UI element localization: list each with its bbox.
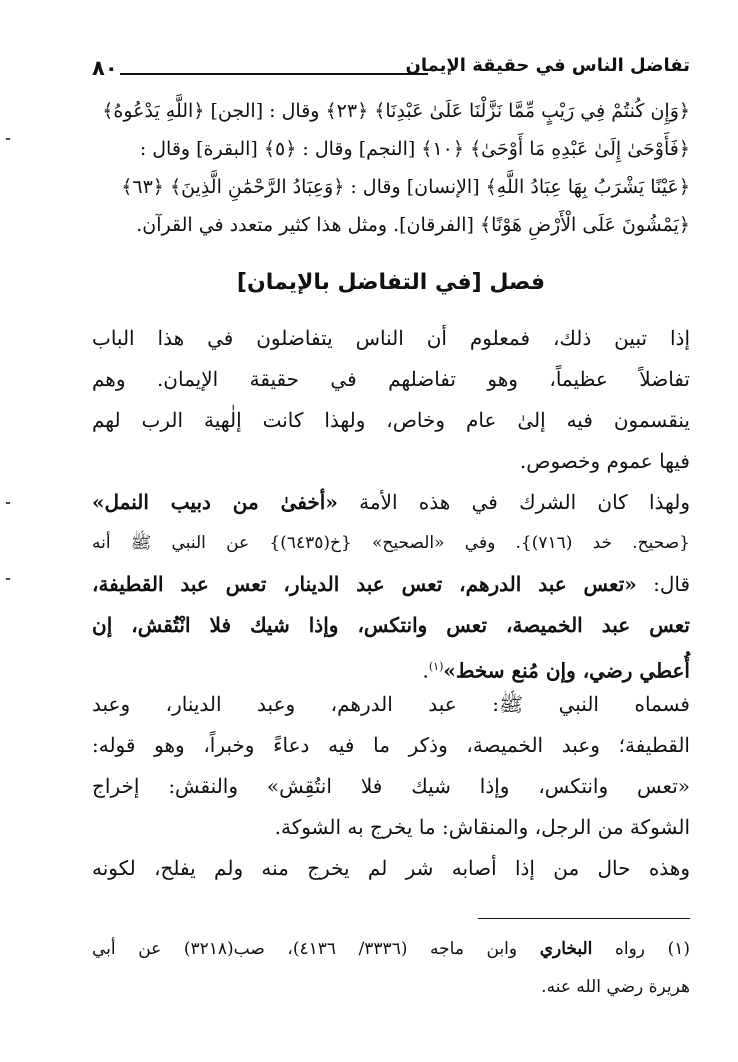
source-name: البخاري xyxy=(539,939,593,959)
paragraph-4 xyxy=(92,848,690,889)
text-line: إذا تبين ذلك، فمعلوم أن الناس يتفاضلون في هذا الباب xyxy=(92,326,690,350)
paragraph-1 xyxy=(92,318,690,482)
paragraph-3 xyxy=(92,684,690,848)
page-number: ٨٠ xyxy=(92,56,118,80)
hadith-quote-line: تعس عبد الخميصة، تعس وانتكس، وإذا شيك فلا انْتُقش، إن xyxy=(92,613,690,637)
margin-mark xyxy=(6,578,10,580)
header-rule xyxy=(120,73,428,75)
footnote-line xyxy=(92,930,690,968)
text-line: «تعس وانتكس، وإذا شيك فلا انتُقِش» والنقش: إخراج xyxy=(92,774,690,798)
text-span: (١) رواه xyxy=(614,939,690,959)
paragraph-2 xyxy=(92,482,690,687)
intro-block xyxy=(92,92,690,244)
text-span: وابن ماجه (٣٣٣٦/ ٤١٣٦)، صب(٣٢١٨) عن أبي xyxy=(92,939,518,959)
intro-line: ﴿يَمْشُونَ عَلَى الْأَرْضِ هَوْنًا﴾ [الفرقان]. ومثل هذا كثير متعدد في القرآن. xyxy=(136,214,690,236)
text-line: وهذه حال من إذا أصابه شر لم يخرج منه ولم يفلح، لكونه xyxy=(92,856,690,880)
text-line: تفاضلاً عظيماً، وهو تفاضلهم في حقيقة الإيمان. وهم xyxy=(92,367,690,391)
footnote xyxy=(92,930,690,1006)
hadith-quote: «أخفىٰ من دبيب النمل» xyxy=(92,490,338,514)
hadith-quote: «تعس عبد الدرهم، تعس عبد الدينار، تعس عبد القطيفة، xyxy=(92,572,637,596)
text-line: القطيفة؛ وعبد الخميصة، وذكر ما فيه دعاءً وخبراً، وهو قوله: xyxy=(92,733,690,757)
margin-mark xyxy=(6,502,10,504)
text-line xyxy=(92,564,690,605)
intro-line: ﴿فَأَوْحَىٰ إِلَىٰ عَبْدِهِ مَا أَوْحَىٰ﴾ ﴿١٠﴾ [النجم] وقال : ﴿٥﴾ [البقرة] وقال : xyxy=(139,138,690,160)
margin-mark xyxy=(6,138,10,140)
footnote-marker: (١) xyxy=(428,660,444,673)
text-line: {صحيح. خد (٧١٦)}. وفي «الصحيح» {خ(٦٤٣٥)} عن النبي ﷺ أنه xyxy=(92,533,691,553)
text-line xyxy=(92,646,690,687)
text-line: ينقسمون فيه إلىٰ عام وخاص، ولهذا كانت إلٰهية الرب لهم xyxy=(92,408,690,432)
footnote-line: هريرة رضي الله عنه. xyxy=(541,977,690,997)
text-span: ولهذا كان الشرك في هذه الأمة xyxy=(359,490,691,514)
text-line xyxy=(92,482,690,523)
text-line: الشوكة من الرجل، والمنقاش: ما يخرج به الشوكة. xyxy=(274,815,690,839)
section-heading: فصل [في التفاضل بالإيمان] xyxy=(236,270,546,295)
text-span: قال: xyxy=(653,572,691,596)
running-title: تفاضل الناس في حقيقة الإيمان xyxy=(405,55,690,76)
intro-line: ﴿عَيْنًا يَشْرَبُ بِهَا عِبَادُ اللَّهِ﴾ [الإنسان] وقال : ﴿وَعِبَادُ الرَّحْمَٰنِ الَّذِينَ﴾ ﴿٦٣﴾ xyxy=(121,176,690,198)
text-span: . xyxy=(422,658,429,683)
page-header xyxy=(92,52,690,86)
intro-line: ﴿وَإِن كُنتُمْ فِي رَيْبٍ مِّمَّا نَزَّلْنَا عَلَىٰ عَبْدِنَا﴾ ﴿٢٣﴾ وقال : [الجن] ﴿اللَّهِ يَدْعُوهُ﴾ xyxy=(102,100,690,122)
footnote-rule xyxy=(478,918,690,919)
hadith-quote: أُعطي رضي، وإن مُنع سخط» xyxy=(443,658,690,683)
text-line: فيها عموم وخصوص. xyxy=(519,449,690,473)
text-line: فسماه النبي ﷺ: عبد الدرهم، وعبد الدينار، وعبد xyxy=(92,692,690,716)
